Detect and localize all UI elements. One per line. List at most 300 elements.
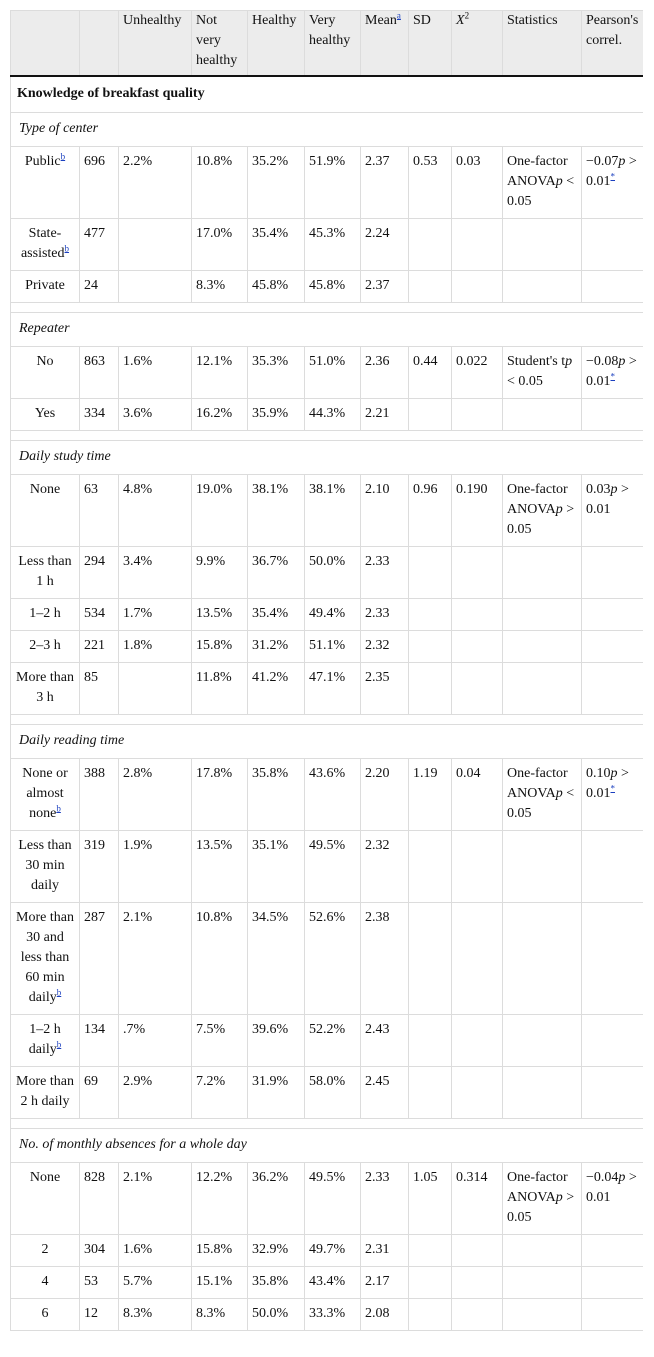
row-label: 2–3 h <box>29 638 61 653</box>
table-row <box>11 831 644 903</box>
cell-statistics <box>503 1235 582 1267</box>
cell-n: 477 <box>80 219 119 271</box>
header-unhealthy: Unhealthy <box>119 11 192 77</box>
cell-healthy: 38.1% <box>248 475 305 547</box>
row-label: 6 <box>41 1306 49 1321</box>
cell-n: 828 <box>80 1163 119 1235</box>
cell-pearson <box>582 475 644 547</box>
table-row <box>11 547 644 599</box>
row-label: Less than 1 h <box>18 554 72 589</box>
cell-statistics <box>503 599 582 631</box>
footnote-star-link[interactable]: * <box>610 371 615 382</box>
cell-unhealthy: 2.9% <box>119 1067 192 1119</box>
cell-x2 <box>452 399 503 431</box>
row-label-cell <box>11 475 80 547</box>
cell-not-very-healthy: 12.1% <box>192 347 248 399</box>
cell-unhealthy: 1.6% <box>119 347 192 399</box>
row-label: 1–2 h daily <box>28 1022 61 1057</box>
pearson-threshold: > 0.01 <box>586 766 629 801</box>
group-title-row <box>11 441 644 475</box>
cell-very-healthy: 50.0% <box>305 547 361 599</box>
cell-x2: 0.314 <box>452 1163 503 1235</box>
row-label: 1–2 h <box>29 606 61 621</box>
table-row <box>11 1267 644 1299</box>
cell-n: 221 <box>80 631 119 663</box>
cell-unhealthy <box>119 271 192 303</box>
cell-x2: 0.022 <box>452 347 503 399</box>
header-not-very-healthy: Not very healthy <box>192 11 248 77</box>
cell-very-healthy: 52.2% <box>305 1015 361 1067</box>
footnote-b-link[interactable]: b <box>56 1039 62 1050</box>
cell-healthy: 35.2% <box>248 147 305 219</box>
spacer-cell <box>11 1119 644 1129</box>
header-x2-label: X <box>456 13 465 28</box>
cell-n: 696 <box>80 147 119 219</box>
cell-x2 <box>452 219 503 271</box>
statistics-p: p <box>555 502 563 517</box>
table-row <box>11 219 644 271</box>
spacer-cell <box>11 431 644 441</box>
cell-mean: 2.33 <box>361 1163 409 1235</box>
section-title: Knowledge of breakfast quality <box>11 76 644 113</box>
cell-sd <box>409 1067 452 1119</box>
cell-not-very-healthy: 10.8% <box>192 147 248 219</box>
cell-mean: 2.37 <box>361 147 409 219</box>
statistics-threshold: < 0.05 <box>507 786 575 821</box>
cell-statistics <box>503 1015 582 1067</box>
group-spacer <box>11 431 644 441</box>
cell-unhealthy: 4.8% <box>119 475 192 547</box>
row-label-cell <box>11 1067 80 1119</box>
cell-x2 <box>452 271 503 303</box>
cell-not-very-healthy: 19.0% <box>192 475 248 547</box>
cell-mean: 2.38 <box>361 903 409 1015</box>
table-row <box>11 475 644 547</box>
header-sd: SD <box>409 11 452 77</box>
pearson-value: 0.03 <box>586 482 611 497</box>
cell-sd <box>409 1235 452 1267</box>
cell-statistics <box>503 347 582 399</box>
group-title-row <box>11 1129 644 1163</box>
group-title: Repeater <box>11 313 644 347</box>
table-row <box>11 1235 644 1267</box>
row-label: More than 2 h daily <box>16 1074 74 1109</box>
footnote-b-link[interactable]: b <box>60 151 66 162</box>
cell-not-very-healthy: 11.8% <box>192 663 248 715</box>
group-title: Type of center <box>11 113 644 147</box>
cell-mean: 2.45 <box>361 1067 409 1119</box>
cell-x2: 0.190 <box>452 475 503 547</box>
cell-unhealthy: 1.8% <box>119 631 192 663</box>
cell-pearson <box>582 1235 644 1267</box>
cell-unhealthy <box>119 219 192 271</box>
row-label: None or almost none <box>22 766 68 821</box>
table-row <box>11 599 644 631</box>
cell-sd <box>409 271 452 303</box>
cell-pearson <box>582 831 644 903</box>
cell-very-healthy: 51.0% <box>305 347 361 399</box>
cell-healthy: 35.3% <box>248 347 305 399</box>
footnote-a-link[interactable]: a <box>396 10 401 21</box>
table-row <box>11 663 644 715</box>
group-title: Daily study time <box>11 441 644 475</box>
row-label: More than 3 h <box>16 670 74 705</box>
cell-unhealthy: 5.7% <box>119 1267 192 1299</box>
cell-x2: 0.03 <box>452 147 503 219</box>
cell-statistics <box>503 147 582 219</box>
cell-very-healthy: 38.1% <box>305 475 361 547</box>
cell-mean: 2.31 <box>361 1235 409 1267</box>
cell-very-healthy: 43.4% <box>305 1267 361 1299</box>
cell-statistics <box>503 663 582 715</box>
cell-healthy: 34.5% <box>248 903 305 1015</box>
header-very-healthy: Very healthy <box>305 11 361 77</box>
row-label-cell <box>11 1267 80 1299</box>
cell-pearson <box>582 759 644 831</box>
statistics-test: One-factor ANOVA <box>507 482 568 517</box>
table-row <box>11 1163 644 1235</box>
pearson-threshold: > 0.01 <box>586 354 637 389</box>
cell-mean: 2.21 <box>361 399 409 431</box>
cell-statistics <box>503 759 582 831</box>
cell-mean: 2.35 <box>361 663 409 715</box>
cell-very-healthy: 45.8% <box>305 271 361 303</box>
statistics-threshold: > 0.05 <box>507 502 575 537</box>
cell-n: 388 <box>80 759 119 831</box>
footnote-b-link[interactable]: b <box>64 243 70 254</box>
pearson-threshold: > 0.01 <box>586 482 629 517</box>
row-label: 2 <box>41 1242 49 1257</box>
header-row <box>11 11 644 77</box>
cell-sd: 0.44 <box>409 347 452 399</box>
cell-statistics <box>503 1067 582 1119</box>
cell-n: 534 <box>80 599 119 631</box>
header-pearson: Pearson's correl. <box>582 11 644 77</box>
row-label-cell <box>11 759 80 831</box>
statistics-p: p <box>555 1190 563 1205</box>
cell-sd: 1.05 <box>409 1163 452 1235</box>
row-label-cell <box>11 831 80 903</box>
cell-not-very-healthy: 8.3% <box>192 1299 248 1331</box>
cell-not-very-healthy: 10.8% <box>192 903 248 1015</box>
cell-healthy: 41.2% <box>248 663 305 715</box>
cell-n: 287 <box>80 903 119 1015</box>
group-title: No. of monthly absences for a whole day <box>11 1129 644 1163</box>
cell-sd <box>409 831 452 903</box>
row-label: No <box>36 354 54 369</box>
cell-unhealthy: .7% <box>119 1015 192 1067</box>
cell-not-very-healthy: 15.8% <box>192 631 248 663</box>
statistics-threshold: < 0.05 <box>507 374 543 389</box>
row-label: None <box>29 482 61 497</box>
cell-not-very-healthy: 9.9% <box>192 547 248 599</box>
cell-unhealthy: 1.7% <box>119 599 192 631</box>
row-label: Private <box>25 278 65 293</box>
row-label-cell <box>11 147 80 219</box>
cell-sd <box>409 599 452 631</box>
cell-not-very-healthy: 17.8% <box>192 759 248 831</box>
cell-very-healthy: 58.0% <box>305 1067 361 1119</box>
footnote-b-link[interactable]: b <box>56 987 62 998</box>
row-label-cell <box>11 271 80 303</box>
cell-statistics <box>503 547 582 599</box>
pearson-p: p <box>610 482 618 497</box>
cell-pearson <box>582 347 644 399</box>
statistics-p: p <box>555 174 563 189</box>
cell-sd: 1.19 <box>409 759 452 831</box>
row-label: Less than 30 min daily <box>18 838 72 893</box>
cell-healthy: 31.9% <box>248 1067 305 1119</box>
row-label: Yes <box>34 406 56 421</box>
cell-very-healthy: 33.3% <box>305 1299 361 1331</box>
cell-not-very-healthy: 8.3% <box>192 271 248 303</box>
cell-very-healthy: 49.4% <box>305 599 361 631</box>
row-label-cell <box>11 219 80 271</box>
cell-n: 69 <box>80 1067 119 1119</box>
footnote-star-link[interactable]: * <box>610 783 615 794</box>
cell-statistics <box>503 831 582 903</box>
cell-unhealthy: 1.6% <box>119 1235 192 1267</box>
row-label: Public <box>24 154 61 169</box>
cell-healthy: 35.9% <box>248 399 305 431</box>
cell-healthy: 32.9% <box>248 1235 305 1267</box>
table-body <box>11 76 644 1331</box>
cell-unhealthy: 3.4% <box>119 547 192 599</box>
cell-sd: 0.96 <box>409 475 452 547</box>
cell-n: 85 <box>80 663 119 715</box>
cell-not-very-healthy: 15.1% <box>192 1267 248 1299</box>
cell-pearson <box>582 1299 644 1331</box>
row-label-cell <box>11 903 80 1015</box>
cell-x2 <box>452 903 503 1015</box>
cell-very-healthy: 44.3% <box>305 399 361 431</box>
cell-pearson <box>582 1267 644 1299</box>
cell-not-very-healthy: 7.5% <box>192 1015 248 1067</box>
footnote-b-link[interactable]: b <box>56 803 61 814</box>
cell-statistics <box>503 1163 582 1235</box>
header-mean <box>361 11 409 77</box>
cell-mean: 2.33 <box>361 599 409 631</box>
cell-healthy: 36.7% <box>248 547 305 599</box>
row-label-cell <box>11 599 80 631</box>
group-spacer <box>11 303 644 313</box>
cell-healthy: 35.8% <box>248 1267 305 1299</box>
pearson-value: −0.08 <box>586 354 619 369</box>
cell-healthy: 50.0% <box>248 1299 305 1331</box>
cell-healthy: 35.1% <box>248 831 305 903</box>
cell-mean: 2.36 <box>361 347 409 399</box>
row-label-cell <box>11 347 80 399</box>
cell-n: 12 <box>80 1299 119 1331</box>
statistics-test: One-factor ANOVA <box>507 1170 568 1205</box>
cell-very-healthy: 51.1% <box>305 631 361 663</box>
spacer-cell <box>11 715 644 725</box>
pearson-value: 0.10 <box>586 766 611 781</box>
statistics-threshold: < 0.05 <box>507 174 575 209</box>
cell-mean: 2.32 <box>361 631 409 663</box>
cell-x2 <box>452 599 503 631</box>
cell-x2: 0.04 <box>452 759 503 831</box>
cell-n: 304 <box>80 1235 119 1267</box>
group-spacer <box>11 1119 644 1129</box>
row-label: 4 <box>41 1274 49 1289</box>
cell-not-very-healthy: 13.5% <box>192 831 248 903</box>
cell-sd: 0.53 <box>409 147 452 219</box>
cell-mean: 2.33 <box>361 547 409 599</box>
cell-healthy: 36.2% <box>248 1163 305 1235</box>
cell-statistics <box>503 475 582 547</box>
cell-not-very-healthy: 17.0% <box>192 219 248 271</box>
table-container <box>10 10 643 1347</box>
cell-n: 294 <box>80 547 119 599</box>
header-healthy: Healthy <box>248 11 305 77</box>
cell-mean: 2.20 <box>361 759 409 831</box>
cell-n: 319 <box>80 831 119 903</box>
table-row <box>11 903 644 1015</box>
cell-x2 <box>452 831 503 903</box>
row-label: More than 30 and less than 60 min daily <box>16 910 74 1005</box>
statistics-p: p <box>555 786 563 801</box>
cell-healthy: 31.2% <box>248 631 305 663</box>
statistics-threshold: > 0.05 <box>507 1190 575 1225</box>
row-label-cell <box>11 631 80 663</box>
row-label-cell <box>11 1235 80 1267</box>
pearson-value: −0.04 <box>586 1170 619 1185</box>
cell-sd <box>409 1299 452 1331</box>
cell-mean: 2.32 <box>361 831 409 903</box>
statistics-test: Student's t <box>507 354 566 369</box>
cell-unhealthy: 1.9% <box>119 831 192 903</box>
spacer-cell <box>11 303 644 313</box>
cell-pearson <box>582 147 644 219</box>
header-statistics: Statistics <box>503 11 582 77</box>
cell-mean: 2.24 <box>361 219 409 271</box>
header-x2-sup: 2 <box>464 10 470 21</box>
group-spacer <box>11 715 644 725</box>
cell-pearson <box>582 599 644 631</box>
cell-pearson <box>582 271 644 303</box>
statistics-test: One-factor ANOVA <box>507 766 568 801</box>
cell-sd <box>409 663 452 715</box>
group-title-row <box>11 313 644 347</box>
row-label-cell <box>11 1163 80 1235</box>
table-row <box>11 1299 644 1331</box>
cell-healthy: 35.8% <box>248 759 305 831</box>
cell-very-healthy: 43.6% <box>305 759 361 831</box>
cell-x2 <box>452 1235 503 1267</box>
cell-pearson <box>582 1163 644 1235</box>
cell-x2 <box>452 1267 503 1299</box>
cell-very-healthy: 47.1% <box>305 663 361 715</box>
row-label-cell <box>11 547 80 599</box>
row-label: None <box>29 1170 61 1185</box>
cell-not-very-healthy: 15.8% <box>192 1235 248 1267</box>
cell-n: 863 <box>80 347 119 399</box>
cell-mean: 2.17 <box>361 1267 409 1299</box>
cell-unhealthy: 8.3% <box>119 1299 192 1331</box>
cell-not-very-healthy: 13.5% <box>192 599 248 631</box>
cell-pearson <box>582 399 644 431</box>
cell-healthy: 35.4% <box>248 219 305 271</box>
table-row <box>11 1015 644 1067</box>
cell-very-healthy: 49.5% <box>305 1163 361 1235</box>
cell-not-very-healthy: 12.2% <box>192 1163 248 1235</box>
row-label: State-assisted <box>20 226 65 261</box>
header-blank <box>11 11 80 77</box>
cell-sd <box>409 219 452 271</box>
cell-statistics <box>503 271 582 303</box>
cell-very-healthy: 45.3% <box>305 219 361 271</box>
row-label-cell <box>11 399 80 431</box>
cell-statistics <box>503 1267 582 1299</box>
statistics-p: p <box>565 354 573 369</box>
table-row <box>11 759 644 831</box>
cell-sd <box>409 547 452 599</box>
cell-mean: 2.37 <box>361 271 409 303</box>
cell-x2 <box>452 663 503 715</box>
cell-n: 334 <box>80 399 119 431</box>
statistics-test: One-factor ANOVA <box>507 154 568 189</box>
cell-statistics <box>503 631 582 663</box>
cell-pearson <box>582 219 644 271</box>
table-row <box>11 399 644 431</box>
cell-very-healthy: 49.7% <box>305 1235 361 1267</box>
cell-unhealthy: 2.2% <box>119 147 192 219</box>
cell-sd <box>409 631 452 663</box>
cell-pearson <box>582 663 644 715</box>
cell-statistics <box>503 219 582 271</box>
pearson-threshold: > 0.01 <box>586 154 637 189</box>
cell-unhealthy <box>119 663 192 715</box>
cell-unhealthy: 2.1% <box>119 903 192 1015</box>
cell-very-healthy: 51.9% <box>305 147 361 219</box>
cell-pearson <box>582 547 644 599</box>
cell-pearson <box>582 903 644 1015</box>
section-row <box>11 76 644 113</box>
footnote-star-link[interactable]: * <box>610 171 615 182</box>
cell-pearson <box>582 1067 644 1119</box>
pearson-p: p <box>618 154 626 169</box>
pearson-p: p <box>618 354 626 369</box>
cell-n: 24 <box>80 271 119 303</box>
cell-pearson <box>582 631 644 663</box>
header-n <box>80 11 119 77</box>
cell-statistics <box>503 399 582 431</box>
cell-mean: 2.10 <box>361 475 409 547</box>
cell-unhealthy: 3.6% <box>119 399 192 431</box>
pearson-threshold: > 0.01 <box>586 1170 637 1205</box>
cell-x2 <box>452 631 503 663</box>
cell-n: 63 <box>80 475 119 547</box>
cell-x2 <box>452 1299 503 1331</box>
table-row <box>11 147 644 219</box>
cell-n: 134 <box>80 1015 119 1067</box>
cell-n: 53 <box>80 1267 119 1299</box>
cell-pearson <box>582 1015 644 1067</box>
cell-very-healthy: 49.5% <box>305 831 361 903</box>
cell-unhealthy: 2.1% <box>119 1163 192 1235</box>
cell-statistics <box>503 1299 582 1331</box>
cell-not-very-healthy: 7.2% <box>192 1067 248 1119</box>
table-row <box>11 631 644 663</box>
cell-mean: 2.08 <box>361 1299 409 1331</box>
table-row <box>11 347 644 399</box>
cell-statistics <box>503 903 582 1015</box>
group-title: Daily reading time <box>11 725 644 759</box>
cell-sd <box>409 1015 452 1067</box>
header-x2 <box>452 11 503 77</box>
cell-sd <box>409 1267 452 1299</box>
